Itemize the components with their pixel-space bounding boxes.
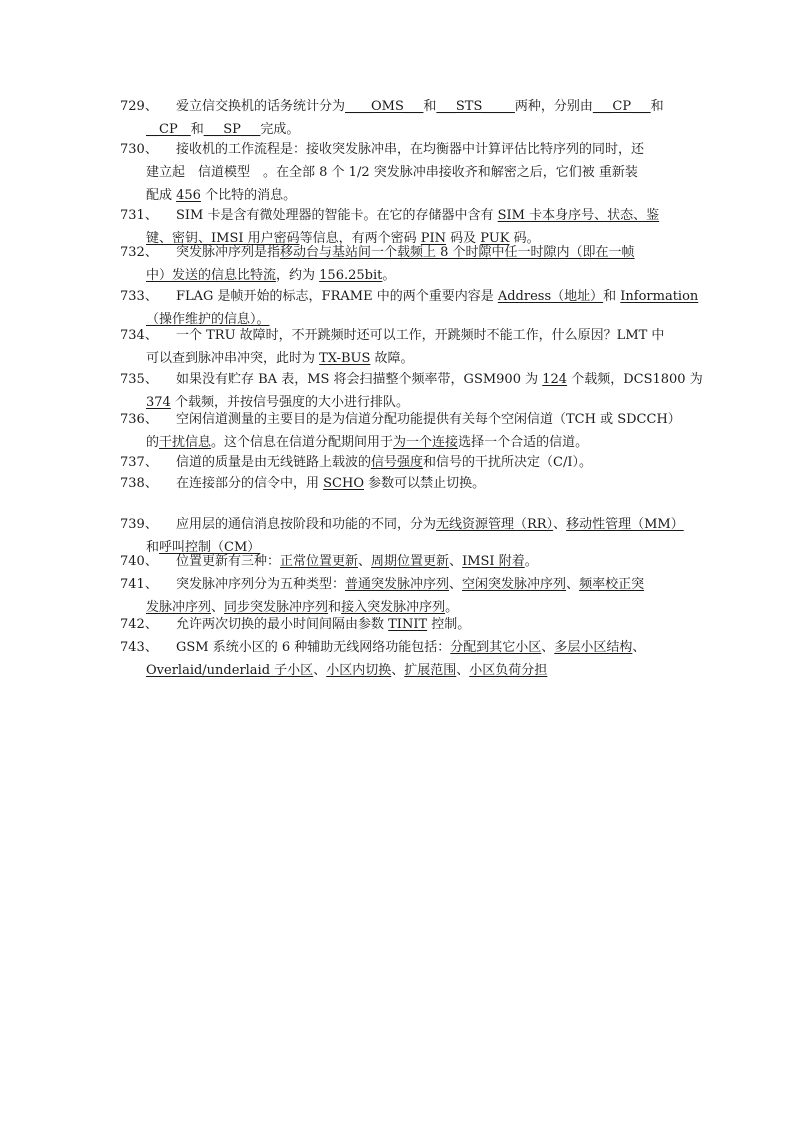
question-number: 738、 bbox=[120, 476, 158, 491]
question-text bbox=[146, 95, 678, 141]
question-number: 730、 bbox=[120, 142, 158, 157]
text: 、 bbox=[449, 577, 463, 592]
text-line: 建立起 信道模型 。在全部 8 个 1/2 突发脉冲串接收齐和解密之后，它们被 重新装 bbox=[146, 165, 638, 180]
text: 。 bbox=[445, 600, 459, 615]
text: 位置更新有三种： bbox=[176, 554, 281, 569]
text-line: 一个 TRU 故障时，不开跳频时还可以工作，开跳频时不能工作，什么原因？LMT 中 bbox=[176, 328, 665, 343]
text: 。 bbox=[382, 268, 396, 283]
answer-blank: 干扰信息 bbox=[159, 435, 212, 450]
question-number: 743、 bbox=[120, 640, 158, 655]
text: 和 bbox=[603, 289, 621, 304]
text: 、 bbox=[566, 577, 580, 592]
answer-blank: 小区负荷分担 bbox=[469, 663, 548, 678]
text: 、 bbox=[391, 663, 405, 678]
text: 。 bbox=[524, 554, 538, 569]
text: 故障。 bbox=[370, 351, 414, 366]
answer-blank: 正常位置更新 bbox=[280, 554, 359, 569]
answer-blank: 普通突发脉冲序列 bbox=[345, 577, 450, 592]
question-text bbox=[146, 408, 681, 454]
answer-blank: 呼叫控制（CM） bbox=[159, 540, 261, 555]
answer-blank: 空闲突发脉冲序列 bbox=[462, 577, 567, 592]
text: 突发脉冲序列是指 bbox=[176, 245, 281, 260]
text: 码。 bbox=[509, 231, 540, 246]
text: 可以查到脉冲串冲突，此时为 bbox=[146, 351, 320, 366]
question-number: 733、 bbox=[120, 289, 158, 304]
text: 两种，分别由 bbox=[514, 99, 593, 114]
answer-blank: Overlaid/underlaid 子小区 bbox=[146, 663, 314, 678]
text-line bbox=[146, 513, 684, 536]
text: 突发脉冲序列分为五种类型： bbox=[176, 577, 346, 592]
answer-blank: PIN bbox=[420, 231, 447, 246]
answer-blank: Information bbox=[620, 289, 699, 304]
text: 参数可以禁止切换。 bbox=[364, 476, 486, 491]
answer-blank: SCHO bbox=[323, 476, 364, 491]
text: 和 bbox=[328, 600, 342, 615]
text-line: 接收机的工作流程是：接收突发脉冲串，在均衡器中计算评估比特序列的同时，还 bbox=[176, 142, 645, 157]
answer-blank: 接入突发脉冲序列 bbox=[341, 600, 446, 615]
text: 个载频，并按信号强度的大小进行排队。 bbox=[170, 395, 409, 410]
text: 码及 bbox=[446, 231, 481, 246]
text-line bbox=[146, 347, 678, 370]
text: 、 bbox=[553, 517, 567, 532]
text: 、 bbox=[632, 640, 646, 655]
answer-blank: 为一个连接 bbox=[393, 435, 459, 450]
question-number: 740、 bbox=[120, 554, 158, 569]
text: 信道的质量是由无线链路上载波的 bbox=[176, 455, 372, 470]
text: 和信号的干扰所决定（C/I）。 bbox=[423, 455, 592, 470]
question-number: 734、 bbox=[120, 328, 158, 343]
text-line bbox=[146, 451, 678, 474]
text: 如果没有贮存 BA 表，MS 将会扫描整个频率带，GSM900 为 bbox=[176, 372, 543, 387]
answer-blank: （操作维护的信息）。 bbox=[146, 312, 270, 327]
answer-blank: 周期位置更新 bbox=[371, 554, 450, 569]
question-number: 742、 bbox=[120, 617, 158, 632]
text: 配成 bbox=[146, 188, 177, 203]
text: 允许两次切换的最小时间间隔由参数 bbox=[176, 617, 389, 632]
text-line bbox=[146, 636, 678, 659]
text: 等信息，有两个密码 bbox=[299, 231, 421, 246]
question-text bbox=[146, 241, 678, 287]
answer-blank: __CP__ bbox=[146, 122, 191, 137]
text: 在连接部分的信令中，用 bbox=[176, 476, 324, 491]
text: 、 bbox=[313, 663, 327, 678]
question-number: 739、 bbox=[120, 517, 158, 532]
answer-blank: 124 bbox=[542, 372, 568, 387]
text-line bbox=[146, 241, 678, 264]
answer-blank: 中）发送的信息比特流 bbox=[146, 268, 277, 283]
text: 和 bbox=[650, 99, 664, 114]
text: 和 bbox=[146, 540, 160, 555]
text-line bbox=[146, 550, 678, 573]
question-number: 737、 bbox=[120, 455, 158, 470]
text-line: 空闲信道测量的主要目的是为信道分配功能提供有关每个空闲信道（TCH 或 SDCCH） bbox=[176, 412, 681, 427]
text: FLAG 是帧开始的标志，FRAME 中的两个重要内容是 bbox=[176, 289, 498, 304]
text: 、 bbox=[358, 554, 372, 569]
answer-blank: Address（地址） bbox=[497, 289, 604, 304]
answer-blank: ___CP___ bbox=[592, 99, 651, 114]
question-text bbox=[146, 451, 678, 474]
text: GSM 系统小区的 6 种辅助无线网络功能包括： bbox=[176, 640, 451, 655]
text-line bbox=[146, 613, 678, 636]
text: 和 bbox=[190, 122, 204, 137]
text: 选择一个合适的信道。 bbox=[458, 435, 589, 450]
answer-blank: IMSI 附着 bbox=[462, 554, 525, 569]
question-text bbox=[146, 550, 678, 573]
answer-blank: 频率校正突 bbox=[579, 577, 645, 592]
text-line bbox=[146, 285, 699, 308]
answer-blank: 移动性管理（MM） bbox=[566, 517, 684, 532]
answer-blank: TINIT bbox=[388, 617, 428, 632]
text: 。这个信息在信道分配期间用于 bbox=[211, 435, 394, 450]
text-line bbox=[146, 204, 678, 227]
answer-blank: 456 bbox=[176, 188, 201, 203]
text: 个载频，DCS1800 为 bbox=[567, 372, 703, 387]
answer-blank: 信号强度 bbox=[371, 455, 424, 470]
question-number: 741、 bbox=[120, 577, 158, 592]
answer-blank: 扩展范围 bbox=[404, 663, 457, 678]
answer-blank: ____OMS___ bbox=[345, 99, 424, 114]
text: 完成。 bbox=[260, 122, 300, 137]
answer-blank: ___SP___ bbox=[203, 122, 261, 137]
question-number: 729、 bbox=[120, 99, 158, 114]
answer-blank: ___STS_____ bbox=[436, 99, 515, 114]
text: SIM 卡是含有微处理器的智能卡。在它的存储器中含有 bbox=[176, 208, 498, 223]
question-number: 732、 bbox=[120, 245, 158, 260]
text: 、 bbox=[211, 600, 225, 615]
text-line bbox=[146, 659, 678, 682]
answer-blank: 无线资源管理（RR） bbox=[436, 517, 554, 532]
text-line bbox=[146, 368, 703, 391]
answer-blank: 同步突发脉冲序列 bbox=[224, 600, 329, 615]
answer-blank: 小区内切换 bbox=[326, 663, 392, 678]
text: 、 bbox=[449, 554, 463, 569]
question-number: 735、 bbox=[120, 372, 158, 387]
text: 应用层的通信消息按阶段和功能的不同，分为 bbox=[176, 517, 437, 532]
answer-blank: 键、密钥、IMSI 用户密码 bbox=[146, 231, 300, 246]
answer-blank: 多层小区结构 bbox=[554, 640, 633, 655]
answer-blank: TX-BUS bbox=[319, 351, 371, 366]
answer-blank: 移动台与基站间一个载频上 8 个时隙中任一时隙内（即在一帧 bbox=[280, 245, 635, 260]
question-text bbox=[146, 138, 678, 207]
text-line bbox=[146, 264, 678, 287]
text: 个比特的消息。 bbox=[200, 188, 297, 203]
answer-blank: PUK bbox=[480, 231, 510, 246]
answer-blank: 分配到其它小区 bbox=[450, 640, 542, 655]
text: 、 bbox=[541, 640, 555, 655]
answer-blank: SIM 卡本身序号、状态、鉴 bbox=[497, 208, 660, 223]
text-line bbox=[146, 95, 678, 118]
question-number: 736、 bbox=[120, 412, 158, 427]
answer-blank: 发脉冲序列 bbox=[146, 600, 212, 615]
question-text bbox=[146, 324, 678, 370]
text: 爱立信交换机的话务统计分为 bbox=[176, 99, 346, 114]
question-number: 731、 bbox=[120, 208, 158, 223]
text: 和 bbox=[423, 99, 437, 114]
text: 、 bbox=[456, 663, 470, 678]
text: 控制。 bbox=[427, 617, 471, 632]
text: 的 bbox=[146, 435, 160, 450]
answer-blank: 374 bbox=[146, 395, 171, 410]
answer-blank: 156.25bit bbox=[319, 268, 383, 283]
text-line bbox=[146, 472, 678, 495]
question-text bbox=[146, 613, 678, 636]
text: ，约为 bbox=[276, 268, 320, 283]
question-text bbox=[146, 472, 678, 495]
question-text bbox=[146, 636, 678, 682]
text-line bbox=[146, 573, 678, 596]
